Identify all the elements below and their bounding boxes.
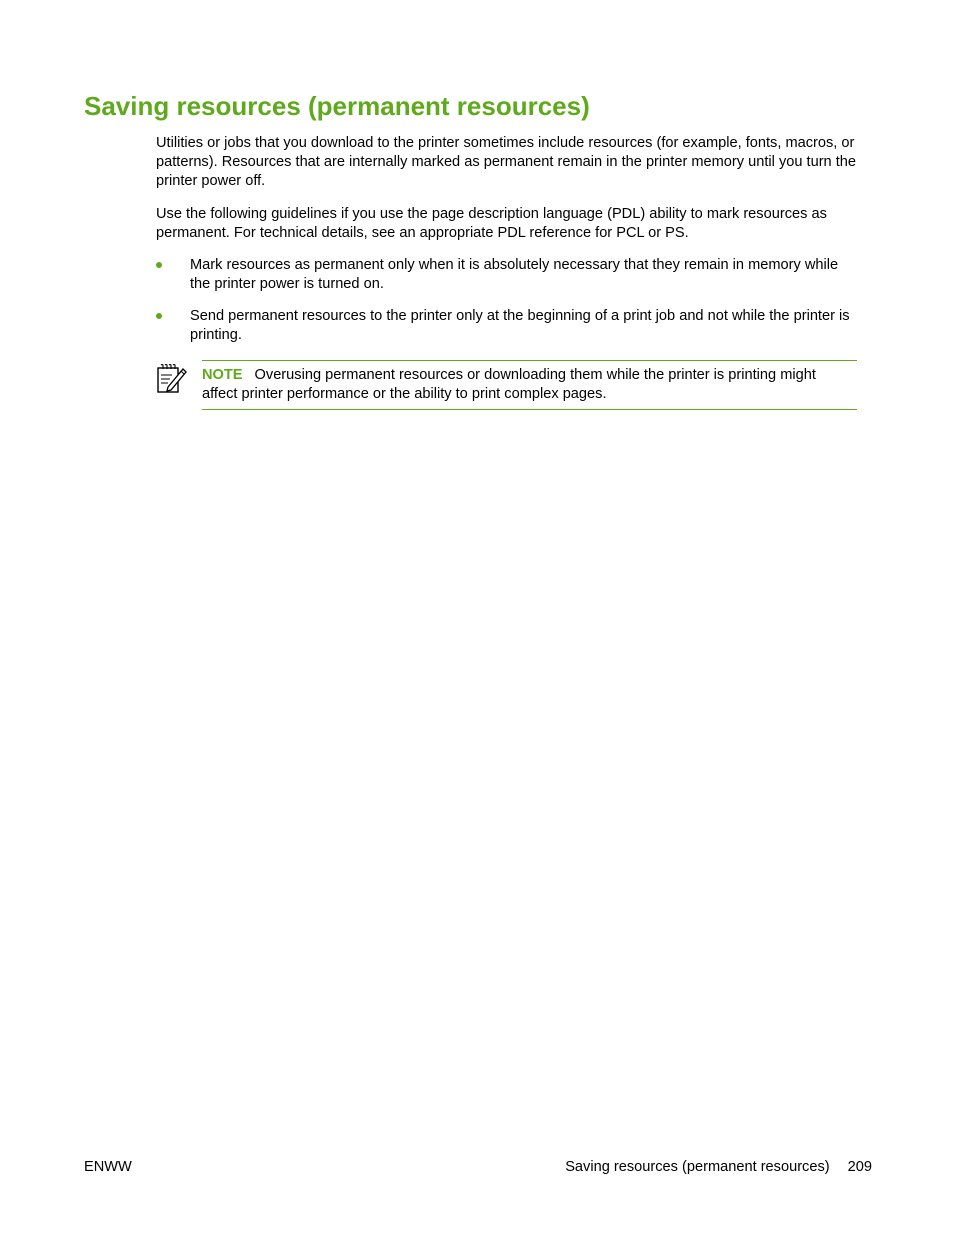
note-icon (156, 363, 188, 395)
note-box (202, 360, 857, 410)
list-item-text: Mark resources as permanent only when it is absolutely necessary that they remain in memory while the printer power is turned on. (190, 257, 839, 292)
note-content (202, 366, 852, 404)
note-text: Overusing permanent resources or downloading them while the printer is printing might affect printer performance or the ability to print complex pages. (202, 367, 816, 402)
intro-paragraph: Utilities or jobs that you download to the printer sometimes include resources (for example, fonts, macros, or patterns). Resources that are internally marked as permanent remain in the printer memory until you turn the printer power off. (156, 135, 857, 189)
list-item-text: Send permanent resources to the printer only at the beginning of a print job and not while the printer is printing. (190, 308, 850, 343)
page-number: 209 (847, 1159, 872, 1175)
footer-section-title: Saving resources (permanent resources) (565, 1159, 830, 1175)
guidelines-paragraph: Use the following guidelines if you use the page description language (PDL) ability to mark resources as permanent. For technical details, see an appropriate PDL reference for PCL or PS. (156, 206, 827, 241)
footer-right (565, 1158, 872, 1177)
note-label: NOTE (202, 367, 243, 383)
footer-left: ENWW (84, 1159, 132, 1175)
bullet-icon (156, 313, 162, 319)
bullet-icon (156, 262, 162, 268)
page-title: Saving resources (permanent resources) (84, 91, 590, 121)
